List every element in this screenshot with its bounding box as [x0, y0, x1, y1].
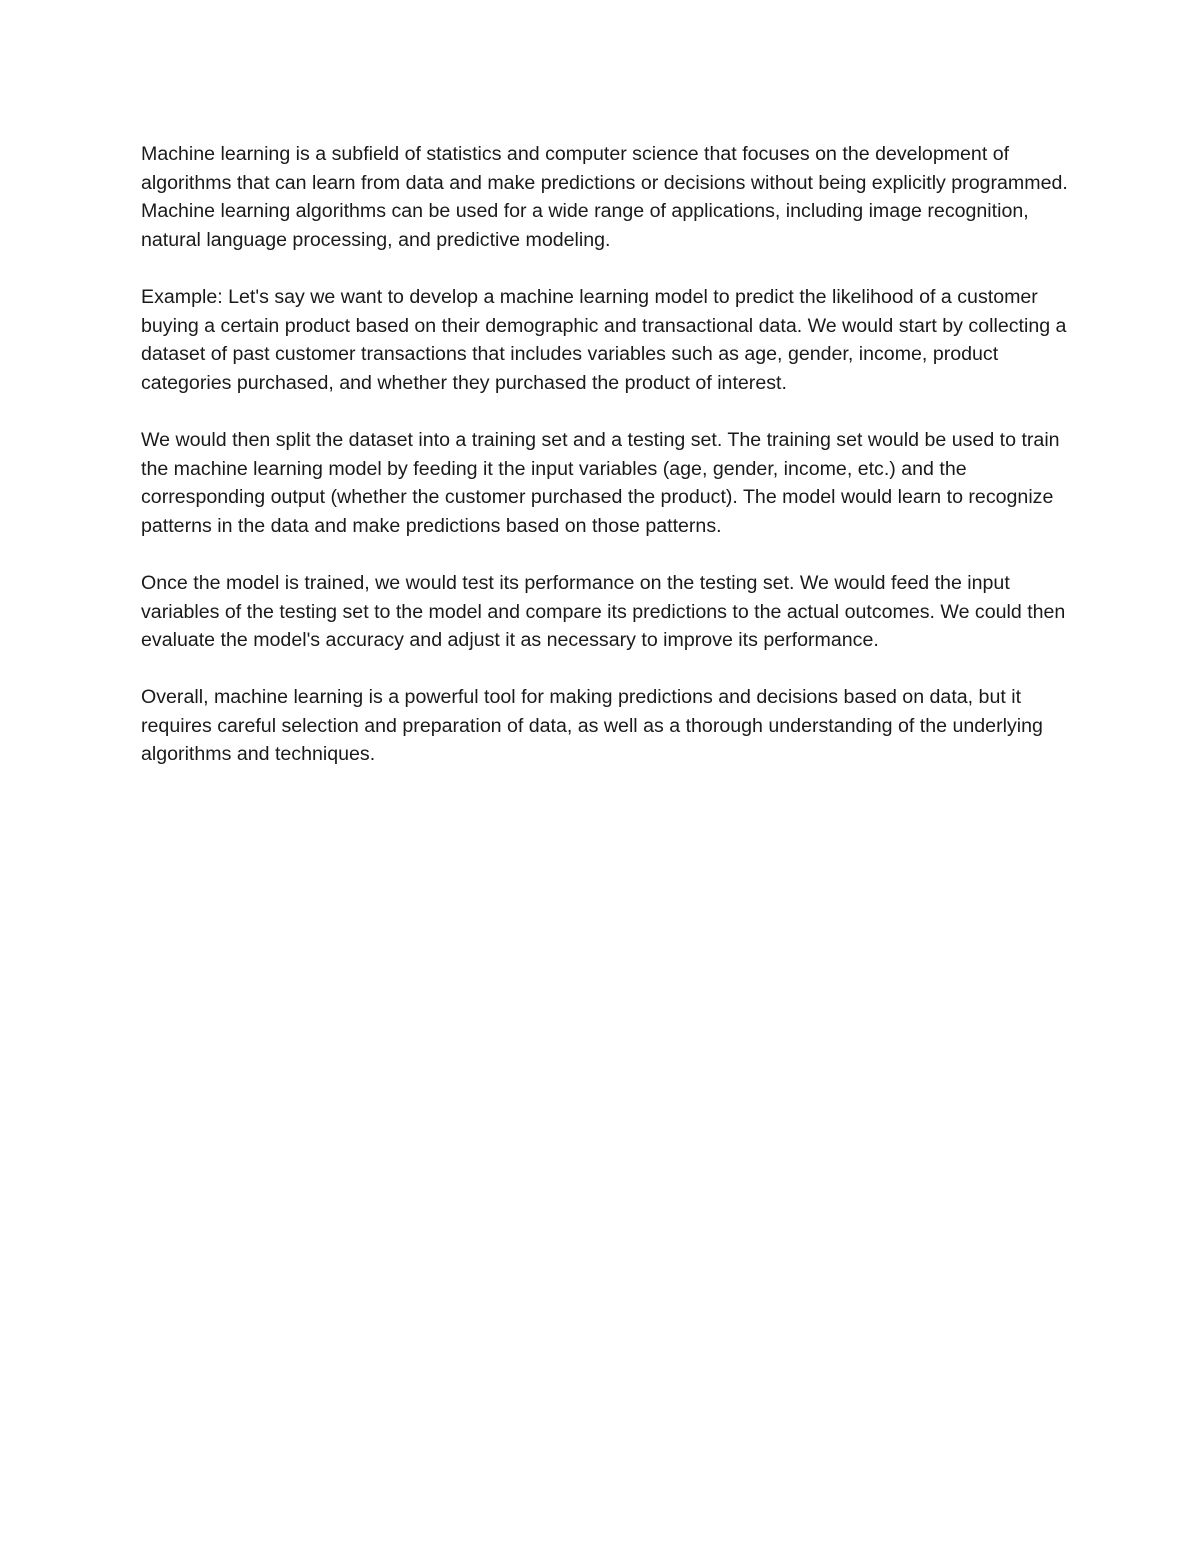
paragraph-intro: Machine learning is a subfield of statistics and computer science that focuses on the development of algorithms that can learn from data and make predictions or decisions without being explicitly programmed. Machine learning algorithms can be used for a wide range of applications, including image recognition, natural language processing, and predictive modeling. [141, 143, 1068, 251]
paragraph-training: We would then split the dataset into a training set and a testing set. The training set would be used to train the machine learning model by feeding it the input variables (age, gender, income, etc.) and the corresponding output (whether the customer purchased the product). The model would learn to recognize patterns in the data and make predictions based on those patterns. [141, 428, 1060, 537]
paragraph-testing: Once the model is trained, we would test its performance on the testing set. We would feed the input variables of the testing set to the model and compare its predictions to the actual outcomes. We could then evaluate the model's accuracy and adjust it as necessary to improve its performance. [141, 571, 1066, 652]
paragraph-example: Example: Let's say we want to develop a machine learning model to predict the likelihood of a customer buying a certain product based on their demographic and transactional data. We would start by collecting a dataset of past customer transactions that includes variables such as age, gender, income, product categories purchased, and whether they purchased the product of interest. [141, 285, 1067, 394]
paragraph-conclusion: Overall, machine learning is a powerful tool for making predictions and decisions based on data, but it requires careful selection and preparation of data, as well as a thorough understanding of the underlying algorithms and techniques. [141, 686, 1043, 766]
document-body [141, 140, 1071, 798]
